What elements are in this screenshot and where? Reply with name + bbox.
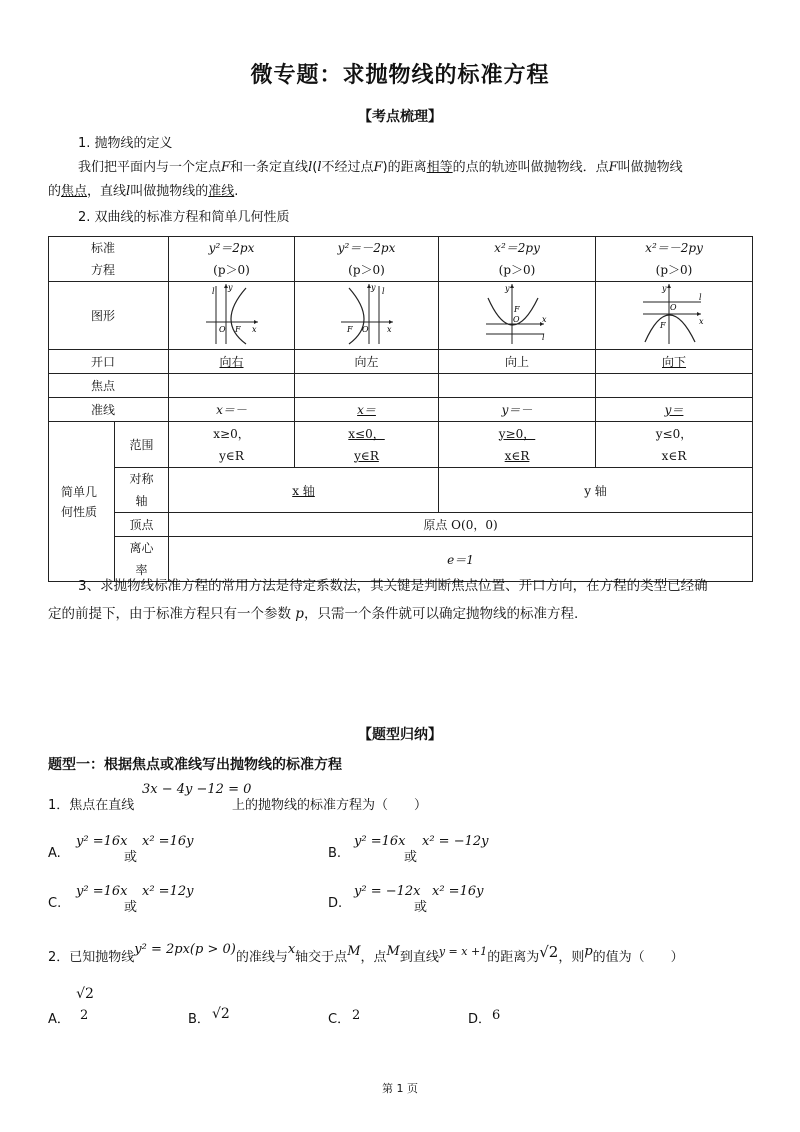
fig-label: y xyxy=(505,284,510,293)
q-text: 到直线 xyxy=(399,950,439,965)
def-text: )的距离 xyxy=(382,160,427,175)
q1-option-B-label[interactable]: B. xyxy=(328,846,342,861)
def-underlined: 相等 xyxy=(426,160,453,175)
def-text: 我们把平面内与一个定点 xyxy=(78,160,222,175)
q2-option-A-denominator: 2 xyxy=(80,1008,89,1023)
fig-label: y xyxy=(370,283,376,292)
q1-option-B-eq2: x² = −12y xyxy=(422,834,489,849)
def-text: 叫做抛物线 xyxy=(617,160,683,175)
def-text: . xyxy=(234,184,239,199)
cond-text: (p＞0) xyxy=(348,263,385,277)
label: 率 xyxy=(135,563,148,577)
cell-figure-left xyxy=(295,282,439,350)
cell-open: 向下 xyxy=(596,350,753,374)
fig-label: F xyxy=(234,325,241,334)
q-var: M xyxy=(347,944,361,959)
def-var: l xyxy=(308,160,313,175)
cell-range xyxy=(169,422,295,468)
group-label-properties xyxy=(49,422,115,582)
page-title: 微专题：求抛物线的标准方程 xyxy=(250,63,550,88)
row-label-focus: 焦点 xyxy=(49,374,169,398)
cell-figure-right xyxy=(169,282,295,350)
q2-option-D-value: 6 xyxy=(492,1008,501,1023)
def-text: ( xyxy=(312,160,318,175)
cell-empty xyxy=(439,374,596,398)
item-1-heading: 1. 抛物线的定义 xyxy=(78,136,173,151)
q1-option-D-eq1: y² = −12x xyxy=(354,884,421,899)
fig-label: l xyxy=(211,287,215,296)
q2-option-D-label[interactable]: D． xyxy=(468,1012,492,1027)
cell-empty xyxy=(169,374,295,398)
row-label-range: 范围 xyxy=(115,422,169,468)
item3-var: p xyxy=(295,606,304,622)
range-text: x≤0， xyxy=(348,426,385,441)
cell-eq xyxy=(596,237,753,282)
page-footer: 第 1 页 xyxy=(382,1082,418,1095)
question-2-stem xyxy=(48,942,684,968)
def-var: l xyxy=(126,184,131,199)
table-row xyxy=(49,282,753,350)
fig-label: F xyxy=(514,305,520,314)
fig-label: l xyxy=(699,293,702,302)
fig-label: F xyxy=(660,321,666,330)
q2-option-B-value: √2 xyxy=(212,1006,230,1022)
q-text: ，则 xyxy=(558,950,585,965)
row-label-opening: 开口 xyxy=(49,350,169,374)
eq-text: y²＝－2px xyxy=(337,241,396,255)
cell-axis-x: x 轴 xyxy=(169,468,439,513)
label: 离心 xyxy=(129,541,154,555)
item-3-line1: 3、求抛物线标准方程的常用方法是待定系数法，其关键是判断焦点位置、开口方向，在方程的类型已经确 xyxy=(78,578,708,594)
def-text: 叫做抛物线的 xyxy=(130,184,209,199)
cell-empty xyxy=(295,374,439,398)
q1-option-A-label[interactable]: A. xyxy=(48,846,61,861)
def-text: 的点的轨迹叫做抛物线．点 xyxy=(452,160,609,175)
eq-text: y²＝2px xyxy=(208,241,255,255)
cell-eq xyxy=(169,237,295,282)
q-var: x xyxy=(287,942,296,957)
fig-label: l xyxy=(542,333,545,342)
q1-line-equation: 3x − 4y −12 = 0 xyxy=(142,782,252,797)
item3-text: ，只需一个条件就可以确定抛物线的标准方程. xyxy=(303,606,579,622)
def-var: l xyxy=(317,160,322,175)
cell-figure-up xyxy=(439,282,596,350)
fig-label: y xyxy=(227,283,233,292)
q-text: 的值为（ ） xyxy=(592,950,684,965)
q-text: 2．已知抛物线 xyxy=(48,950,135,965)
group-text: 简单几何性质 xyxy=(61,484,98,519)
fig-label: x xyxy=(699,317,704,326)
fig-label: x xyxy=(386,325,392,334)
q1-option-C-label[interactable]: C. xyxy=(48,896,62,911)
label: 对称 xyxy=(129,472,154,486)
fig-label: O xyxy=(218,325,226,334)
section-heading-review: 【考点梳理】 xyxy=(358,109,442,125)
def-text: 不经过点 xyxy=(321,160,374,175)
q1-option-A-eq1: y² =16x xyxy=(76,834,128,849)
range-text: y∈R xyxy=(354,448,379,463)
cell-open: 向左 xyxy=(295,350,439,374)
q2-distance: √2 xyxy=(539,943,559,961)
cell-dir: x＝－ xyxy=(169,398,295,422)
fig-label: x xyxy=(542,315,547,324)
table-row xyxy=(49,398,753,422)
q-var: p xyxy=(584,944,593,959)
q2-option-C-label[interactable]: C． xyxy=(328,1012,351,1027)
cell-empty xyxy=(596,374,753,398)
parabola-right-figure xyxy=(202,282,262,346)
q2-line-eq: y = x +1 xyxy=(438,945,488,958)
cell-axis-y: y 轴 xyxy=(439,468,753,513)
def-text: ，直线 xyxy=(87,184,127,199)
row-label-std xyxy=(49,237,169,282)
q1-option-A-or: 或 xyxy=(124,850,138,865)
fig-label: y xyxy=(662,284,667,293)
q1-option-B-or: 或 xyxy=(404,850,418,865)
range-text: x∈R xyxy=(661,448,687,463)
definition-paragraph-line1 xyxy=(78,158,758,178)
def-var: F xyxy=(221,160,231,175)
def-text: 和一条定直线 xyxy=(230,160,309,175)
range-text: y∈R xyxy=(219,448,244,463)
def-text: 的 xyxy=(48,184,62,199)
range-text: y≥0， xyxy=(498,426,536,441)
section-heading-types: 【题型归纳】 xyxy=(358,727,442,743)
cell-eq xyxy=(439,237,596,282)
cell-open: 向上 xyxy=(439,350,596,374)
question-1-stem xyxy=(48,796,134,816)
properties-table xyxy=(48,236,753,582)
definition-paragraph-line2 xyxy=(48,182,238,202)
parabola-up-figure xyxy=(482,282,552,346)
table-row xyxy=(49,422,753,468)
row-label-vertex: 顶点 xyxy=(115,513,169,537)
q1-option-A-eq2: x² =16y xyxy=(142,834,194,849)
cell-figure-down xyxy=(596,282,753,350)
fig-label: O xyxy=(513,315,520,324)
cond-text: (p＞0) xyxy=(655,263,693,277)
q2-option-C-value: 2 xyxy=(352,1008,361,1023)
item-2-heading: 2. 双曲线的标准方程和简单几何性质 xyxy=(78,210,290,225)
q-text: ，点 xyxy=(360,950,387,965)
row-label-eccentricity xyxy=(115,537,169,582)
item3-text: 定的前提下，由于标准方程只有一个参数 xyxy=(48,606,291,622)
table-row xyxy=(49,468,753,513)
q1-option-B-eq1: y² =16x xyxy=(354,834,406,849)
cell-vertex: 原点 O(0，0) xyxy=(169,513,753,537)
parabola-down-figure xyxy=(639,282,709,346)
q1-option-C-or: 或 xyxy=(124,900,138,915)
cell-eccentricity: e＝1 xyxy=(169,537,753,582)
q1-option-C-eq1: y² =16x xyxy=(76,884,128,899)
table-row xyxy=(49,237,753,282)
item-3-line2 xyxy=(48,604,578,624)
cell-range xyxy=(596,422,753,468)
q1-option-C-eq2: x² =12y xyxy=(142,884,194,899)
cell-dir: x＝ xyxy=(295,398,439,422)
label: 方程 xyxy=(91,263,116,277)
eq-text: x²＝2py xyxy=(494,241,540,255)
range-text: x≥0， xyxy=(213,426,250,441)
def-var: F xyxy=(373,160,383,175)
range-text: x∈R xyxy=(504,448,530,463)
eq-text: x²＝－2py xyxy=(645,241,703,255)
q-var: M xyxy=(386,944,400,959)
table-row xyxy=(49,513,753,537)
row-label-figure: 图形 xyxy=(49,282,169,350)
def-var: F xyxy=(608,160,618,175)
cell-dir: y＝－ xyxy=(439,398,596,422)
cell-dir: y＝ xyxy=(596,398,753,422)
q1-stem-end: 上的抛物线的标准方程为（ ） xyxy=(232,798,428,813)
fig-label: O xyxy=(670,303,677,312)
label: 标准 xyxy=(91,241,116,255)
q-text: 1．焦点在直线 xyxy=(48,798,135,813)
fig-label: F xyxy=(346,325,353,334)
fig-label: l xyxy=(381,287,385,296)
row-label-axis xyxy=(115,468,169,513)
fig-label: O xyxy=(361,325,369,334)
cell-range xyxy=(295,422,439,468)
range-text: y≤0， xyxy=(655,426,693,441)
table-row xyxy=(49,537,753,582)
q2-curve-eq: y² = 2px(p > 0) xyxy=(134,942,236,957)
q2-option-B-label[interactable]: B． xyxy=(188,1012,210,1027)
fig-label: x xyxy=(251,325,257,334)
q-text: 的准线与 xyxy=(235,950,288,965)
q1-option-D-or: 或 xyxy=(414,900,428,915)
cell-open: 向右 xyxy=(169,350,295,374)
cell-range xyxy=(439,422,596,468)
table-row xyxy=(49,374,753,398)
table-row xyxy=(49,350,753,374)
q1-option-D-eq2: x² =16y xyxy=(432,884,484,899)
label: 轴 xyxy=(135,494,148,508)
cell-eq xyxy=(295,237,439,282)
row-label-directrix: 准线 xyxy=(49,398,169,422)
type-1-heading: 题型一：根据焦点或准线写出抛物线的标准方程 xyxy=(48,757,342,773)
parabola-left-figure xyxy=(337,282,397,346)
q-text: 的距离为 xyxy=(487,950,540,965)
q-text: 轴交于点 xyxy=(295,950,348,965)
q2-option-A-numerator: √2 xyxy=(76,986,94,1002)
def-underlined: 准线 xyxy=(208,184,235,199)
cond-text: (p＞0) xyxy=(213,263,250,277)
cond-text: (p＞0) xyxy=(498,263,536,277)
def-underlined: 焦点 xyxy=(61,184,88,199)
q2-option-A-label[interactable]: A． xyxy=(48,1012,70,1027)
q1-option-D-label[interactable]: D. xyxy=(328,896,343,911)
